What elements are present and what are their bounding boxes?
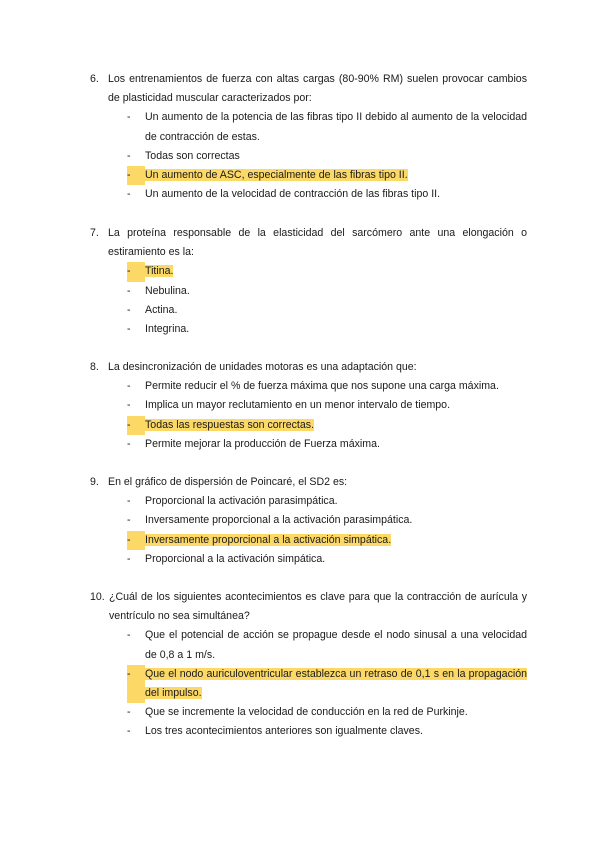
question-text: ¿Cuál de los siguientes acontecimientos es clave para que la contracción de aurícula y ventrículo no sea simultánea?	[109, 591, 527, 623]
answer-option	[127, 511, 527, 530]
question-number: 7.	[90, 227, 99, 239]
answer-option	[127, 722, 527, 741]
answer-option	[127, 492, 527, 511]
option-bullet: -	[127, 399, 131, 412]
option-bullet: -	[127, 514, 131, 527]
question-stem	[90, 224, 527, 262]
answer-option	[127, 147, 527, 166]
option-bullet: -	[127, 552, 131, 565]
option-bullet: -	[127, 706, 131, 719]
question-number: 10.	[90, 591, 105, 603]
option-bullet: -	[127, 380, 131, 393]
answer-option	[127, 320, 527, 339]
question-text: Los entrenamientos de fuerza con altas cargas (80-90% RM) suelen provocar cambios de plasticidad muscular caracterizados por:	[108, 73, 527, 105]
question-stem	[90, 588, 527, 626]
option-bullet: -	[127, 166, 145, 185]
option-text: Que se incremente la velocidad de conducción en la red de Purkinje.	[145, 706, 468, 719]
question-text: En el gráfico de dispersión de Poincaré, el SD2 es:	[108, 476, 348, 488]
answer-option	[127, 108, 527, 146]
question-7	[90, 224, 527, 339]
answer-option	[127, 626, 527, 664]
option-text: Proporcional a la activación simpática.	[145, 552, 326, 565]
question-9	[90, 473, 527, 569]
option-text: Los tres acontecimientos anteriores son igualmente claves.	[145, 725, 423, 738]
answer-option-highlighted	[127, 262, 527, 281]
option-text: Permite mejorar la producción de Fuerza máxima.	[145, 437, 380, 450]
answer-option-highlighted	[127, 531, 527, 550]
answer-option	[127, 703, 527, 722]
answer-option	[127, 301, 527, 320]
option-text: Nebulina.	[145, 284, 190, 297]
option-text: Actina.	[145, 303, 178, 316]
question-8	[90, 358, 527, 454]
option-text: Proporcional la activación parasimpática.	[145, 495, 338, 508]
option-bullet: -	[127, 111, 131, 124]
question-number: 8.	[90, 361, 99, 373]
option-text: Que el potencial de acción se propague desde el nodo sinusal a una velocidad de 0,8 a 1 m/s.	[145, 629, 527, 661]
option-bullet: -	[127, 495, 131, 508]
option-bullet: -	[127, 262, 145, 281]
question-number: 6.	[90, 73, 99, 85]
option-bullet: -	[127, 416, 145, 435]
answer-option	[127, 282, 527, 301]
option-text: Todas son correctas	[145, 149, 240, 162]
answer-option	[127, 396, 527, 415]
option-bullet: -	[127, 323, 131, 336]
option-text: Implica un mayor reclutamiento en un menor intervalo de tiempo.	[145, 399, 451, 412]
option-text: Inversamente proporcional a la activación simpática.	[145, 533, 392, 546]
question-10	[90, 588, 527, 742]
option-text: Un aumento de la velocidad de contracción de las fibras tipo II.	[145, 188, 441, 201]
question-text: La desincronización de unidades motoras es una adaptación que:	[108, 361, 417, 373]
option-text: Inversamente proporcional a la activación parasimpática.	[145, 514, 413, 527]
option-text: Integrina.	[145, 323, 190, 336]
answer-option	[127, 377, 527, 396]
option-text: Que el nodo auriculoventricular establezca un retraso de 0,1 s en la propagación del impulso.	[145, 667, 527, 700]
option-text: Todas las respuestas son correctas.	[145, 418, 314, 431]
question-stem	[90, 70, 527, 108]
option-bullet: -	[127, 531, 145, 550]
question-text: La proteína responsable de la elasticidad del sarcómero ante una elongación o estiramiento es la:	[108, 227, 527, 259]
option-bullet: -	[127, 629, 131, 642]
answer-option-highlighted	[127, 416, 527, 435]
answer-option-highlighted	[127, 166, 527, 185]
option-text: Permite reducir el % de fuerza máxima que nos supone una carga máxima.	[145, 380, 499, 393]
option-bullet: -	[127, 725, 131, 738]
option-bullet: -	[127, 437, 131, 450]
option-bullet: -	[127, 665, 145, 703]
answer-option-highlighted	[127, 665, 527, 703]
answer-option	[127, 550, 527, 569]
option-text: Un aumento de ASC, especialmente de las fibras tipo II.	[145, 169, 408, 182]
question-6	[90, 70, 527, 204]
option-bullet: -	[127, 303, 131, 316]
answer-option	[127, 185, 527, 204]
option-text: Titina.	[145, 265, 174, 278]
answer-option	[127, 435, 527, 454]
option-text: Un aumento de la potencia de las fibras tipo II debido al aumento de la velocidad de contracción de estas.	[145, 111, 527, 143]
question-stem	[90, 473, 527, 492]
option-bullet: -	[127, 188, 131, 201]
option-bullet: -	[127, 149, 131, 162]
question-stem	[90, 358, 527, 377]
option-bullet: -	[127, 284, 131, 297]
question-number: 9.	[90, 476, 99, 488]
